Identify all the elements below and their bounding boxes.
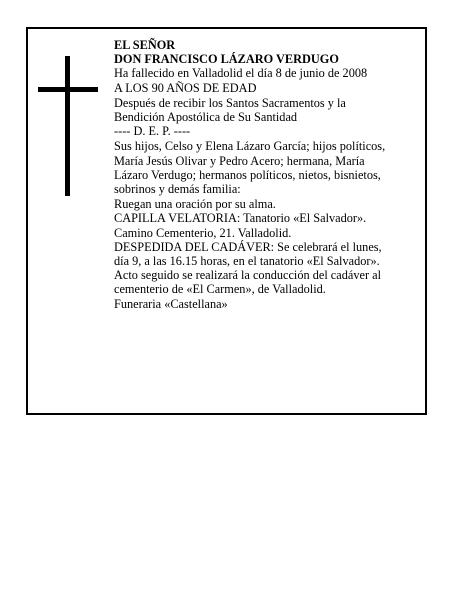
farewell-line-2: día 9, a las 16.15 horas, en el tanatorio «El Salvador». bbox=[114, 254, 380, 269]
sacraments-line-1: Después de recibir los Santos Sacramentos y la bbox=[114, 95, 346, 110]
age-line: A LOS 90 AÑOS DE EDAD bbox=[114, 80, 257, 95]
funeral-home-line: Funeraria «Castellana» bbox=[114, 296, 228, 311]
chapel-line-1: CAPILLA VELATORIA: Tanatorio «El Salvador». bbox=[114, 211, 367, 226]
death-date-line: Ha fallecido en Valladolid el día 8 de junio de 2008 bbox=[114, 66, 368, 81]
chapel-line-2: Camino Cementerio, 21. Valladolid. bbox=[114, 225, 292, 240]
rip-line: ---- D. E. P. ---- bbox=[114, 124, 191, 139]
sacraments-line-2: Bendición Apostólica de Su Santidad bbox=[114, 110, 298, 125]
family-line-1: Sus hijos, Celso y Elena Lázaro García; hijos políticos, bbox=[114, 139, 386, 154]
family-line-4: sobrinos y demás familia: bbox=[114, 182, 241, 197]
cross-icon-crossbar bbox=[38, 87, 98, 92]
deceased-name: DON FRANCISCO LÁZARO VERDUGO bbox=[114, 52, 339, 67]
farewell-line-4: cementerio de «El Carmen», de Valladolid. bbox=[114, 282, 326, 297]
notice-title: EL SEÑOR bbox=[114, 38, 176, 52]
family-line-2: María Jesús Olivar y Pedro Acero; hermana, María bbox=[114, 153, 365, 168]
family-line-3: Lázaro Verdugo; hermanos políticos, nietos, bisnietos, bbox=[114, 167, 381, 182]
prayer-line: Ruegan una oración por su alma. bbox=[114, 197, 276, 212]
farewell-line-1: DESPEDIDA DEL CADÁVER: Se celebrará el lunes, bbox=[114, 239, 382, 254]
obituary-text bbox=[114, 38, 420, 311]
cross-icon bbox=[65, 56, 70, 196]
farewell-line-3: Acto seguido se realizará la conducción del cadáver al bbox=[114, 268, 381, 283]
